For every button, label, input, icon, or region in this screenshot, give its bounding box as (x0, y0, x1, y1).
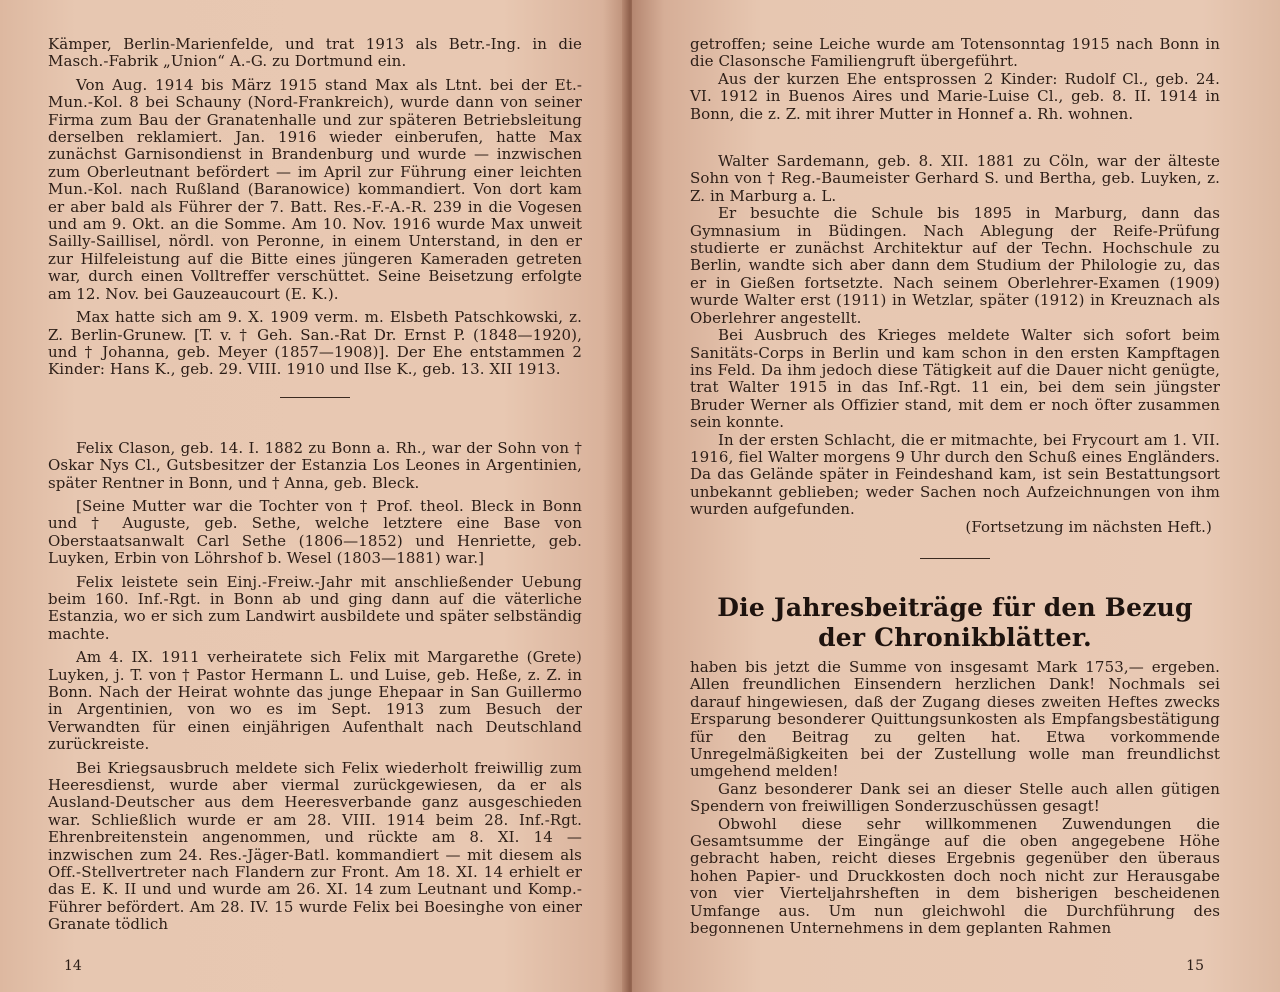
paragraph: Am 4. IX. 1911 verheiratete sich Felix mit Margarethe (Grete) Luyken, j. T. von † Pastor Hermann L. und Luise, geb. Heße, z. Z. in Bonn. Nach der Heirat wohnte das junge Ehepaar in San Guillermo in Argentinien, von wo es im Sept. 1913 zum Besuch der Verwandten für einen einjährigen Aufenthalt nach Deutschland zurückreiste. (48, 648, 582, 754)
page-number: 15 (1186, 958, 1204, 974)
paragraph: Obwohl diese sehr willkommenen Zuwendungen die Gesamtsumme der Eingänge auf die oben angegebene Höhe gebracht haben, reicht dieses Ergebnis gegenüber den überaus hohen Papier- und Druckkosten doch noch nicht zur Herausgabe von vier Vierteljahrsheften in dem bisherigen bescheidenen Umfange aus. Um nun gleichwohl die Durchführung des begonnenen Unternehmens in dem geplanten Rahmen (690, 814, 1220, 938)
paragraph: Bei Kriegsausbruch meldete sich Felix wiederholt freiwillig zum Heeresdienst, wurde aber viermal zurückgewiesen, da er als Ausland-Deutscher aus dem Heeresverbande ganz ausgeschieden war. Schließlich wurde er am 28. VIII. 1914 beim 28. Inf.-Rgt. Ehrenbreitenstein angenommen, und rückte am 8. XI. 14 — inzwischen zum 24. Res.-Jäger-Batl. kommandiert — mit diesem als Off.-Stellvertreter nach Flandern zur Front. Am 18. XI. 14 erhielt er das E. K. II und und wurde am 26. XI. 14 zum Leutnant und Komp.-Führer befördert. Am 28. IV. 15 wurde Felix bei Boesinghe von einer Granate tödlich (48, 758, 582, 934)
paragraph: Er besuchte die Schule bis 1895 in Marburg, dann das Gymnasium in Büdingen. Nach Ablegung der Reife-Prüfung studierte er zunächst Architektur auf der Techn. Hochschule zu Berlin, wandte sich aber dann dem Studium der Philologie zu, das er in Gießen fortsetzte. Nach seinem Oberlehrer-Examen (1909) wurde Walter erst (1911) in Wetzlar, später (1912) in Kreuznach als Oberlehrer angestellt. (690, 204, 1220, 327)
continuation-note: (Fortsetzung im nächsten Heft.) (965, 517, 1212, 536)
paragraph: Ganz besonderer Dank sei an dieser Stelle auch allen gütigen Spendern von freiwilligen Sonderzuschüssen gesagt! (690, 779, 1220, 816)
paragraph: Felix Clason, geb. 14. I. 1882 zu Bonn a. Rh., war der Sohn von † Oskar Nys Cl., Gutsbesitzer der Estanzia Los Leones in Argentinien, später Rentner in Bonn, und † Anna, geb. Bleck. (48, 438, 582, 492)
section-divider (280, 397, 350, 398)
paragraph: haben bis jetzt die Summe von insgesamt Mark 1753,— ergeben. Allen freundlichen Einsendern herzlichen Dank! Nochmals sei darauf hingewiesen, daß der Zugang dieses zweiten Heftes zwecks Ersparung besonderer Quittungsunkosten als Empfangsbestätigung für den Beitrag zu gelten hat. Etwa vorkommende Unregelmäßigkeiten bei der Zustellung wolle man freundlichst umgehend melden! (690, 657, 1220, 781)
paragraph: Von Aug. 1914 bis März 1915 stand Max als Ltnt. bei der Et.-Mun.-Kol. 8 bei Schauny (Nord-Frankreich), wurde dann von seiner Firma zum Bau der Granatenhalle und zur späteren Betriebsleitung derselben reklamiert. Jan. 1916 wieder einberufen, hatte Max zunächst Garnisondienst in Brandenburg und wurde — inzwischen zum Oberleutnant befördert — im April zur Führung einer leichten Mun.-Kol. nach Rußland (Baranowice) kommandiert. Von dort kam er aber bald als Führer der 7. Batt. Res.-F.-A.-R. 239 in die Vogesen und am 9. Okt. an die Somme. Am 10. Nov. 1916 wurde Max unweit Sailly-Saillisel, nördl. von Peronne, in einem Unterstand, in den er zur Hilfeleistung auf die Bitte eines jüngeren Kameraden getreten war, durch einen Volltreffer verschüttet. Seine Beisetzung erfolgte am 12. Nov. bei Gauzeaucourt (E. K.). (48, 75, 582, 303)
paragraph: Felix leistete sein Einj.-Freiw.-Jahr mit anschließender Uebung beim 160. Inf.-Rgt. in Bonn ab und ging dann auf die väterliche Estanzia, wo er sich zum Landwirt ausbildete und später selbständig machte. (48, 572, 582, 643)
left-page (0, 0, 628, 992)
paragraph: Max hatte sich am 9. X. 1909 verm. m. Elsbeth Patschkowski, z. Z. Berlin-Grunew. [T. v. † Geh. San.-Rat Dr. Ernst P. (1848—1920), und † Johanna, geb. Meyer (1857—1908)]. Der Ehe entstammen 2 Kinder: Hans K., geb. 29. VIII. 1910 und Ilse K., geb. 13. XII 1913. (48, 308, 582, 379)
paragraph: Walter Sardemann, geb. 8. XII. 1881 zu Cöln, war der älteste Sohn von † Reg.-Baumeister Gerhard S. und Bertha, geb. Luyken, z. Z. in Marburg a. L. (690, 152, 1220, 205)
paragraph: getroffen; seine Leiche wurde am Totensonntag 1915 nach Bonn in die Clasonsche Familiengruft übergeführt. (690, 35, 1220, 71)
section-divider (920, 558, 990, 559)
paragraph: In der ersten Schlacht, die er mitmachte, bei Frycourt am 1. VII. 1916, fiel Walter morgens 9 Uhr durch den Schuß eines Engländers. Da das Gelände später in Feindeshand kam, ist sein Bestattungsort unbekannt geblieben; weder Sachen noch Aufzeichnungen von ihm wurden aufgefunden. (690, 430, 1220, 519)
paragraph: Kämper, Berlin-Marienfelde, und trat 1913 als Betr.-Ing. in die Masch.-Fabrik „Union“ A.-G. zu Dortmund ein. (48, 35, 582, 71)
page-number: 14 (64, 958, 82, 974)
section-heading: Die Jahresbeiträge für den Bezug der Chronikblätter. (717, 592, 1193, 652)
right-page (632, 0, 1280, 992)
paragraph: Bei Ausbruch des Krieges meldete Walter sich sofort beim Sanitäts-Corps in Berlin und kam schon in den ersten Kampftagen ins Feld. Da ihm jedoch diese Tätigkeit auf die Dauer nicht genügte, trat Walter 1915 in das Inf.-Rgt. 11 ein, bei dem sein jüngster Bruder Werner als Offizier stand, mit dem er noch öfter zusammen sein konnte. (690, 326, 1220, 432)
paragraph: Aus der kurzen Ehe entsprossen 2 Kinder: Rudolf Cl., geb. 24. VI. 1912 in Buenos Aires und Marie-Luise Cl., geb. 8. II. 1914 in Bonn, die z. Z. mit ihrer Mutter in Honnef a. Rh. wohnen. (690, 69, 1220, 123)
paragraph: [Seine Mutter war die Tochter von † Prof. theol. Bleck in Bonn und † Auguste, geb. Sethe, welche letztere eine Base von Oberstaatsanwalt Carl Sethe (1806—1852) und Henriette, geb. Luyken, Erbin von Löhrshof b. Wesel (1803—1881) war.] (48, 496, 582, 568)
